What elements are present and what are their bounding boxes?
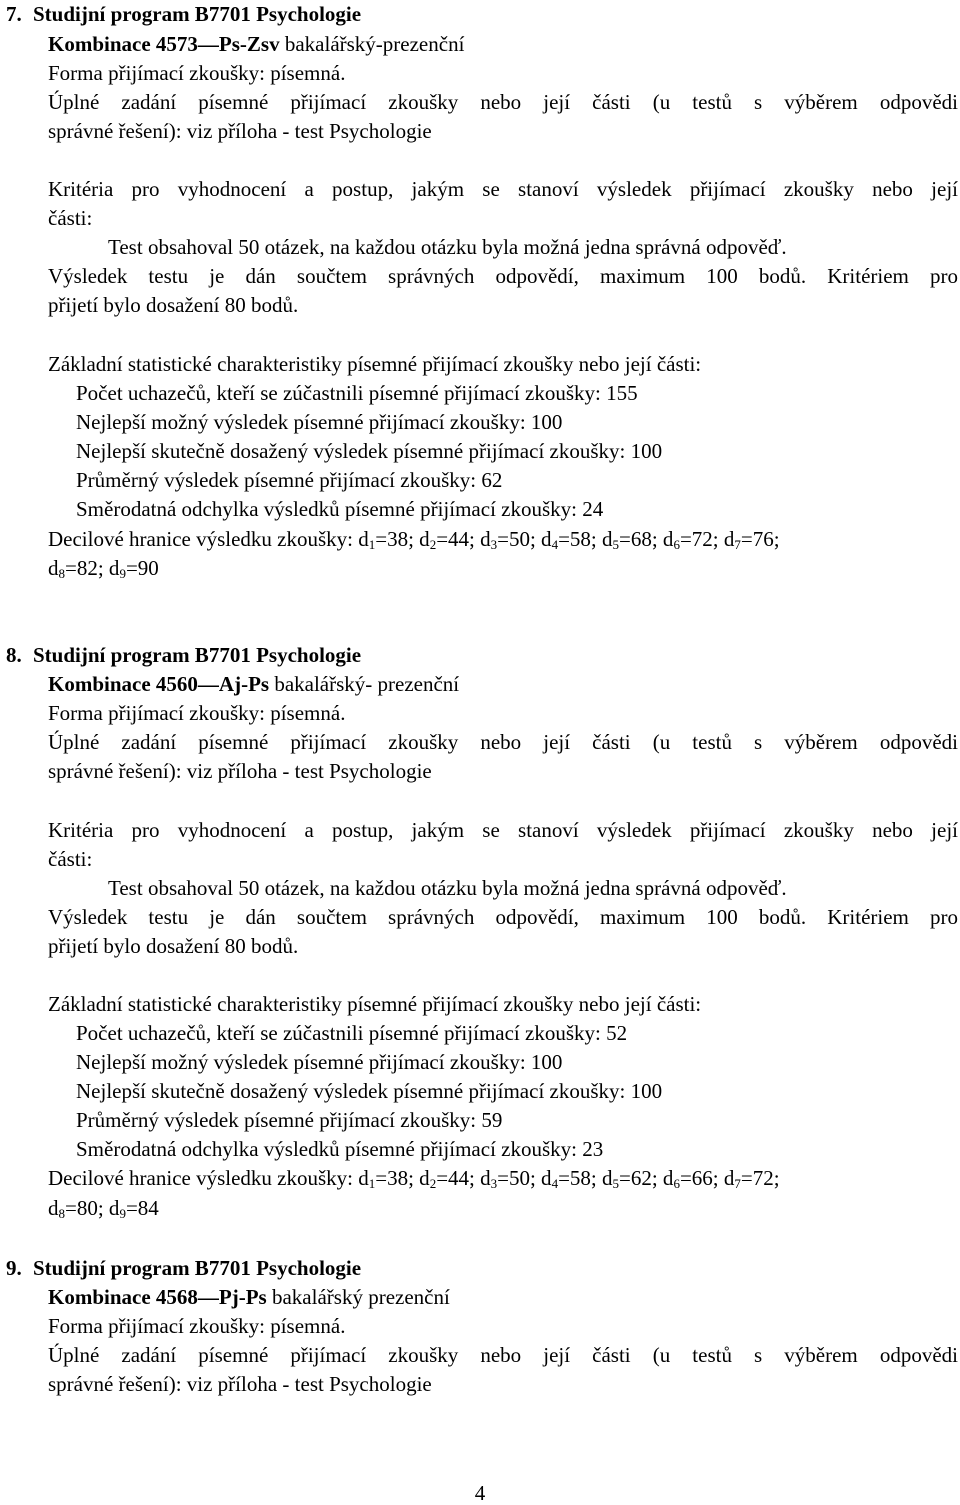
criteria-line-1: Kritéria pro vyhodnocení a postup, jakým se stanoví výsledek přijímací zkoušky nebo její <box>48 818 958 842</box>
section-number: 8. <box>6 643 22 667</box>
stat-line: Směrodatná odchylka výsledků písemné přijímací zkoušky: 23 <box>76 1137 604 1161</box>
section-number: 9. <box>6 1256 22 1280</box>
stat-line: Počet uchazečů, kteří se zúčastnili písemné přijímací zkoušky: 155 <box>76 381 638 405</box>
result-line-2: přijetí bylo dosažení 80 bodů. <box>48 293 299 317</box>
task-line-1: Úplné zadání písemné přijímací zkoušky nebo její části (u testů s výběrem odpovědi <box>48 730 958 754</box>
test-description: Test obsahoval 50 otázek, na každou otázku byla možná jedna správná odpověď. <box>108 235 787 259</box>
criteria-line-2: části: <box>48 847 93 871</box>
task-line-2: správné řešení): viz příloha - test Psychologie <box>48 1372 432 1396</box>
combination-type: bakalářský-prezenční <box>284 32 465 56</box>
stats-heading: Základní statistické charakteristiky písemné přijímací zkoušky nebo její části: <box>48 352 702 376</box>
test-description: Test obsahoval 50 otázek, na každou otázku byla možná jedna správná odpověď. <box>108 876 787 900</box>
stat-line: Nejlepší skutečně dosažený výsledek písemné přijímací zkoušky: 100 <box>76 1079 663 1103</box>
decile-line-2: $d_8=82$; $d_9=90$ <box>48 556 159 581</box>
stats-heading: Základní statistické charakteristiky písemné přijímací zkoušky nebo její části: <box>48 992 702 1016</box>
decile-label: Decilové hranice výsledku zkoušky: <box>48 527 353 551</box>
stat-line: Směrodatná odchylka výsledků písemné přijímací zkoušky: 24 <box>76 497 604 521</box>
decile-label: Decilové hranice výsledku zkoušky: <box>48 1166 353 1190</box>
combination-code: Kombinace 4560—Aj-Ps <box>48 672 270 696</box>
stat-line: Počet uchazečů, kteří se zúčastnili písemné přijímací zkoušky: 52 <box>76 1021 628 1045</box>
page-number: 4 <box>474 1481 486 1505</box>
task-line-1: Úplné zadání písemné přijímací zkoušky nebo její části (u testů s výběrem odpovědi <box>48 90 958 114</box>
program-heading: Studijní program B7701 Psychologie <box>33 1256 362 1280</box>
task-line-1: Úplné zadání písemné přijímací zkoušky nebo její části (u testů s výběrem odpovědi <box>48 1343 958 1367</box>
decile-line: Decilové hranice výsledku zkoušky: $d_1=38$; $d_2=44$; $d_3=50$; $d_4=58$; $d_5=62$; $d_6=66$; $d_7=72$; <box>48 1166 780 1191</box>
criteria-line-1: Kritéria pro vyhodnocení a postup, jakým se stanoví výsledek přijímací zkoušky nebo její <box>48 177 958 201</box>
program-heading: Studijní program B7701 Psychologie <box>33 643 362 667</box>
task-line-2: správné řešení): viz příloha - test Psychologie <box>48 119 432 143</box>
exam-form: Forma přijímací zkoušky: písemná. <box>48 1314 346 1338</box>
combination-code: Kombinace 4573—Ps-Zsv <box>48 32 280 56</box>
stat-line: Nejlepší možný výsledek písemné přijímací zkoušky: 100 <box>76 1050 563 1074</box>
section-number: 7. <box>6 2 22 26</box>
combination-type: bakalářský- prezenční <box>274 672 460 696</box>
result-line-1: Výsledek testu je dán součtem správných odpovědí, maximum 100 bodů. Kritériem pro <box>48 264 958 288</box>
exam-form: Forma přijímací zkoušky: písemná. <box>48 61 346 85</box>
combination-line <box>48 32 464 56</box>
combination-line <box>48 672 459 696</box>
stat-line: Průměrný výsledek písemné přijímací zkoušky: 59 <box>76 1108 503 1132</box>
decile-line: Decilové hranice výsledku zkoušky: $d_1=38$; $d_2=44$; $d_3=50$; $d_4=58$; $d_5=68$; $d_6=72$; $d_7=76$; <box>48 527 780 552</box>
combination-line <box>48 1285 450 1309</box>
stat-line: Nejlepší skutečně dosažený výsledek písemné přijímací zkoušky: 100 <box>76 439 663 463</box>
stat-line: Nejlepší možný výsledek písemné přijímací zkoušky: 100 <box>76 410 563 434</box>
program-heading: Studijní program B7701 Psychologie <box>33 2 362 26</box>
task-line-2: správné řešení): viz příloha - test Psychologie <box>48 759 432 783</box>
exam-form: Forma přijímací zkoušky: písemná. <box>48 701 346 725</box>
stat-line: Průměrný výsledek písemné přijímací zkoušky: 62 <box>76 468 503 492</box>
combination-code: Kombinace 4568—Pj-Ps <box>48 1285 267 1309</box>
result-line-1: Výsledek testu je dán součtem správných odpovědí, maximum 100 bodů. Kritériem pro <box>48 905 958 929</box>
combination-type: bakalářský prezenční <box>271 1285 450 1309</box>
result-line-2: přijetí bylo dosažení 80 bodů. <box>48 934 299 958</box>
decile-line-2: $d_8=80$; $d_9=84$ <box>48 1196 159 1221</box>
criteria-line-2: části: <box>48 206 93 230</box>
